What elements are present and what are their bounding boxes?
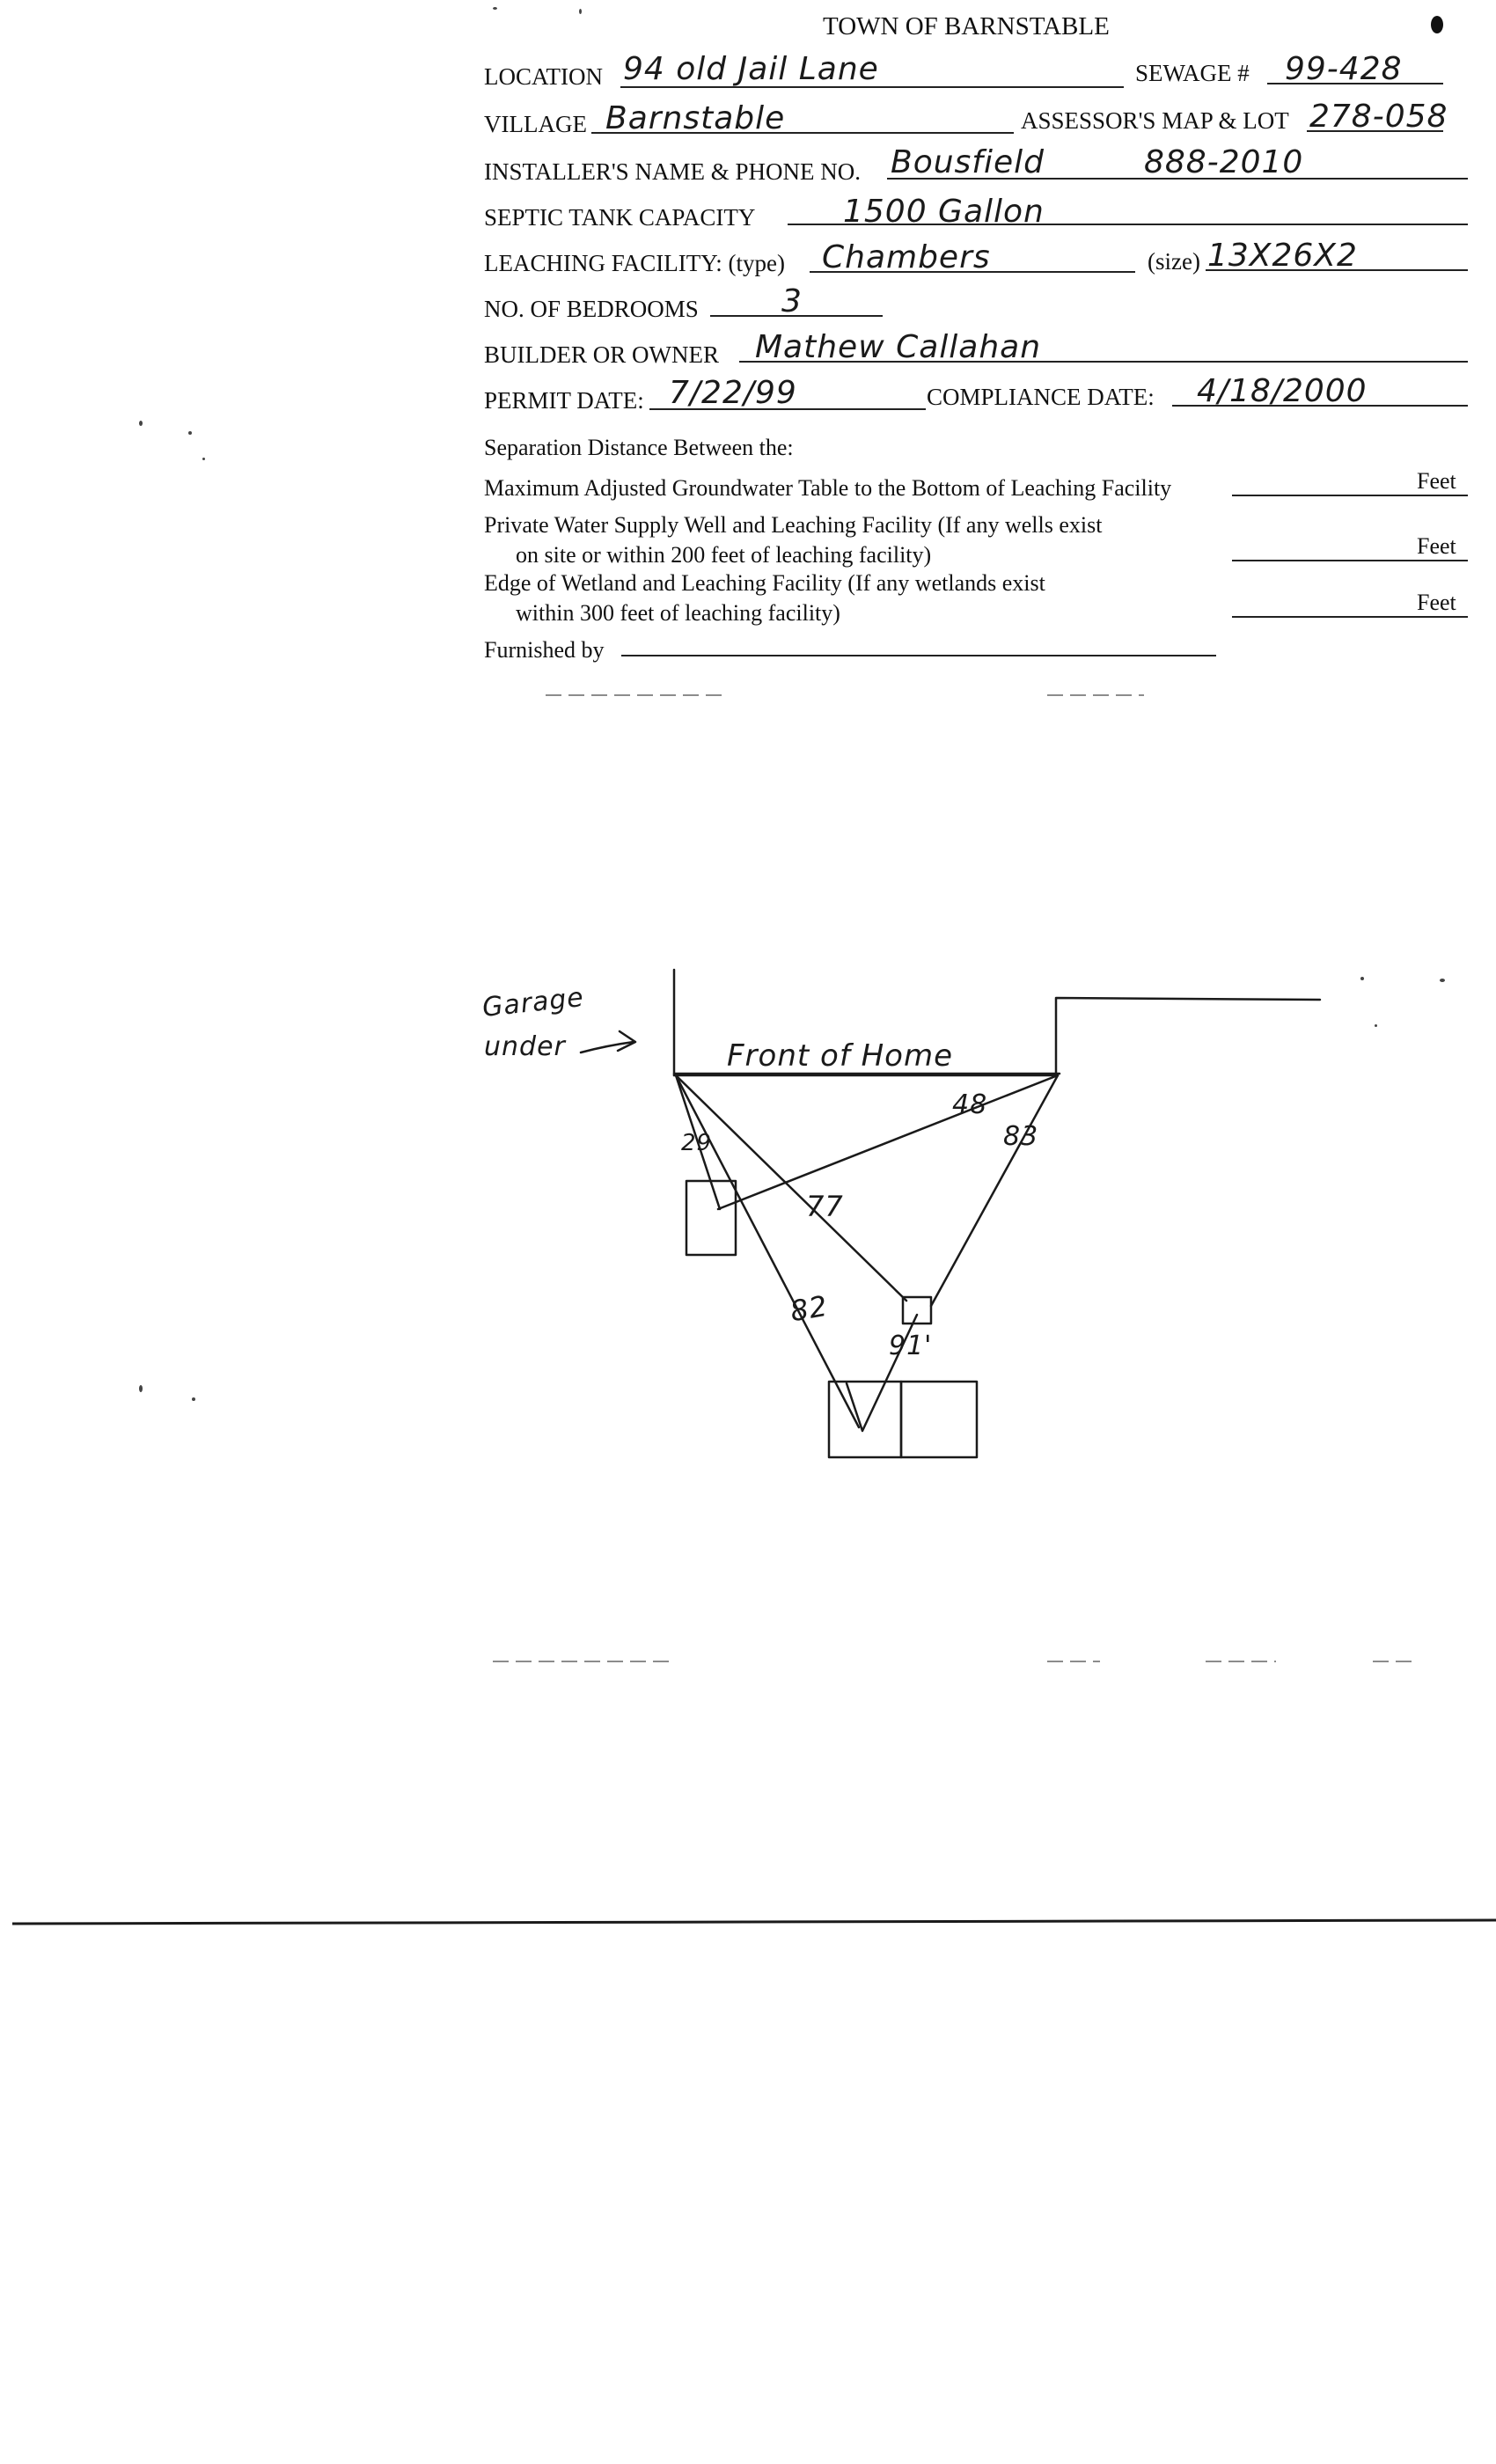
bedrooms-label: NO. OF BEDROOMS — [484, 296, 699, 322]
assessor-label: ASSESSOR'S MAP & LOT — [1021, 107, 1289, 134]
distance-91: 91' — [889, 1331, 933, 1361]
leaching-label: LEACHING FACILITY: (type) — [484, 250, 785, 276]
village-label: VILLAGE — [484, 111, 587, 137]
house-right-wall — [1056, 998, 1320, 1075]
installer-name-value[interactable]: Bousfield — [891, 144, 1045, 180]
groundwater-feet-unit: Feet — [1417, 468, 1456, 494]
distribution-box — [686, 1181, 736, 1255]
separation-row-wetland-2: within 300 feet of leaching facility) — [516, 600, 840, 626]
well-feet-unit: Feet — [1417, 533, 1456, 559]
leaching-type-value[interactable]: Chambers — [822, 239, 991, 275]
distance-82: 82 — [788, 1288, 831, 1329]
compliance-value[interactable]: 4/18/2000 — [1197, 373, 1368, 409]
septic-value[interactable]: 1500 Gallon — [843, 194, 1045, 230]
permit-value[interactable]: 7/22/99 — [669, 375, 797, 411]
scan-speck — [1375, 1024, 1377, 1027]
installer-label: INSTALLER'S NAME & PHONE NO. — [484, 158, 861, 185]
installer-phone-value[interactable]: 888-2010 — [1144, 144, 1304, 180]
separation-row-well-1: Private Water Supply Well and Leaching Facility (If any wells exist — [484, 512, 1103, 538]
separation-row-wetland-1: Edge of Wetland and Leaching Facility (If any wetlands exist — [484, 570, 1045, 596]
scan-speck — [192, 1397, 195, 1401]
separation-row-groundwater: Maximum Adjusted Groundwater Table to the Bottom of Leaching Facility — [484, 475, 1172, 501]
sewage-value[interactable]: 99-428 — [1285, 51, 1403, 87]
scan-speck — [1360, 977, 1364, 980]
distance-48: 48 — [952, 1089, 988, 1120]
builder-label: BUILDER OR OWNER — [484, 341, 719, 368]
village-value[interactable]: Barnstable — [605, 100, 786, 136]
location-value[interactable]: 94 old Jail Lane — [623, 51, 879, 87]
line-82 — [676, 1075, 859, 1427]
scan-speck — [493, 7, 497, 10]
page-bottom-rule — [12, 1920, 1496, 1924]
garage-note-line2: under — [484, 1031, 566, 1062]
separation-heading: Separation Distance Between the: — [484, 435, 794, 460]
scan-speck — [202, 458, 205, 460]
separation-row-well-2: on site or within 200 feet of leaching facility) — [516, 542, 932, 568]
bedrooms-value[interactable]: 3 — [781, 283, 803, 319]
scan-speck — [139, 1385, 143, 1392]
garage-arrow — [581, 1031, 635, 1052]
leaching-size-label: (size) — [1148, 248, 1200, 275]
scan-speck — [188, 431, 192, 435]
line-77 — [676, 1075, 906, 1301]
line-83 — [931, 1075, 1058, 1306]
line-48 — [674, 1075, 1058, 1209]
form-title: TOWN OF BARNSTABLE — [823, 12, 1110, 40]
scan-speck — [1440, 979, 1445, 982]
front-of-home-label: Front of Home — [727, 1038, 954, 1074]
location-label: LOCATION — [484, 63, 603, 90]
scan-speck — [579, 9, 582, 14]
compliance-label: COMPLIANCE DATE: — [927, 384, 1155, 410]
wetland-feet-unit: Feet — [1417, 590, 1456, 615]
assessor-value[interactable]: 278-058 — [1309, 99, 1448, 135]
sewage-label: SEWAGE # — [1135, 60, 1250, 86]
leaching-size-value[interactable]: 13X26X2 — [1207, 238, 1358, 274]
scan-speck — [139, 421, 143, 426]
permit-label: PERMIT DATE: — [484, 387, 644, 414]
distance-77: 77 — [806, 1190, 844, 1223]
builder-value[interactable]: Mathew Callahan — [755, 329, 1042, 365]
distance-29: 29 — [681, 1130, 713, 1156]
septic-label: SEPTIC TANK CAPACITY — [484, 204, 756, 231]
leaching-field-right — [901, 1382, 977, 1457]
distance-83: 83 — [1003, 1121, 1039, 1152]
garage-note-line1: Garage — [480, 982, 586, 1023]
furnished-by-label: Furnished by — [484, 637, 605, 663]
